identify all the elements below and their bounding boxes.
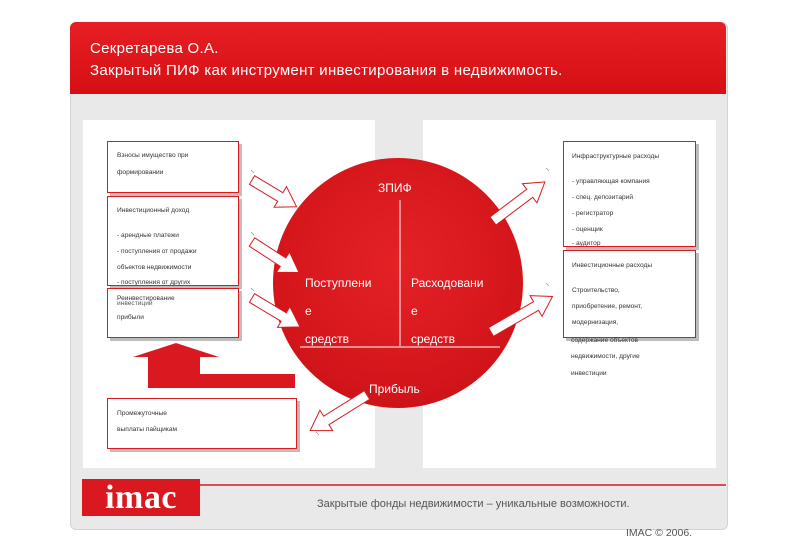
arrow-reinvestment-in — [246, 288, 306, 337]
profit-label: Прибыль — [369, 382, 420, 396]
inflow-line-2: е — [305, 304, 312, 318]
contributions-line-1: Взносы имущество при — [117, 152, 189, 159]
arrow-infrastructure-out — [486, 172, 552, 230]
author-name: Секретарева О.А. — [90, 40, 219, 57]
arrow-income-in — [245, 232, 305, 283]
arrow-contributions-in — [246, 170, 303, 217]
expenses-line-2: приобретение, ремонт, — [572, 303, 643, 310]
inflow-line-3: средств — [305, 332, 349, 346]
expenses-title: Инвестиционные расходы — [572, 262, 653, 269]
footer-tagline: Закрытые фонды недвижимости – уникальные возможности. — [317, 498, 630, 510]
income-other: - поступления от других — [117, 279, 191, 286]
expenses-line-5: недвижимости, другие — [571, 353, 640, 360]
expenses-line-6: инвестиции — [571, 370, 607, 377]
income-sales: - поступления от продажи — [117, 248, 197, 255]
arrow-payouts-out — [304, 385, 374, 441]
reinvestment-overlap-text: инвестиций — [117, 300, 153, 307]
slide-title: Закрытый ПИФ как инструмент инвестирования в недвижимость. — [90, 62, 563, 79]
income-title: Инвестиционный доход — [117, 207, 190, 214]
infra-title: Инфраструктурные расходы — [572, 153, 660, 160]
payouts-line-1: Промежуточные — [117, 410, 167, 417]
arrow-expenses-out — [485, 286, 558, 342]
fund-title: ЗПИФ — [378, 181, 412, 195]
expenses-line-4: содержание объектов — [571, 337, 639, 344]
outflow-line-3: средств — [411, 332, 455, 346]
outflow-line-2: е — [411, 304, 418, 318]
payouts-line-2: выплаты пайщикам — [117, 426, 178, 433]
outflow-line-1: Расходовани — [411, 276, 484, 290]
imac-logo: imac — [82, 479, 200, 516]
expenses-line-1: Строительство, — [572, 287, 620, 294]
infra-appraiser: - оценщик — [572, 226, 603, 233]
infra-management: - управляющая компания — [572, 178, 650, 185]
income-rent: - арендные платежи — [117, 232, 179, 239]
reinvestment-line-2: прибыли — [117, 314, 144, 321]
reinvestment-line-1: Реинвестирование — [117, 295, 175, 302]
infra-registrar: - регистратор — [572, 210, 614, 217]
income-sales-objects: объектов недвижимости — [117, 264, 192, 271]
contributions-line-2: формировании — [117, 169, 164, 176]
expenses-line-3: модернизация, — [572, 319, 619, 326]
infra-depositary: - спец. депозитарий — [572, 194, 634, 201]
inflow-line-1: Поступлени — [305, 276, 372, 290]
infra-auditor: - аудитор — [572, 240, 601, 247]
footer-copyright: IMAC © 2006. — [626, 527, 693, 539]
